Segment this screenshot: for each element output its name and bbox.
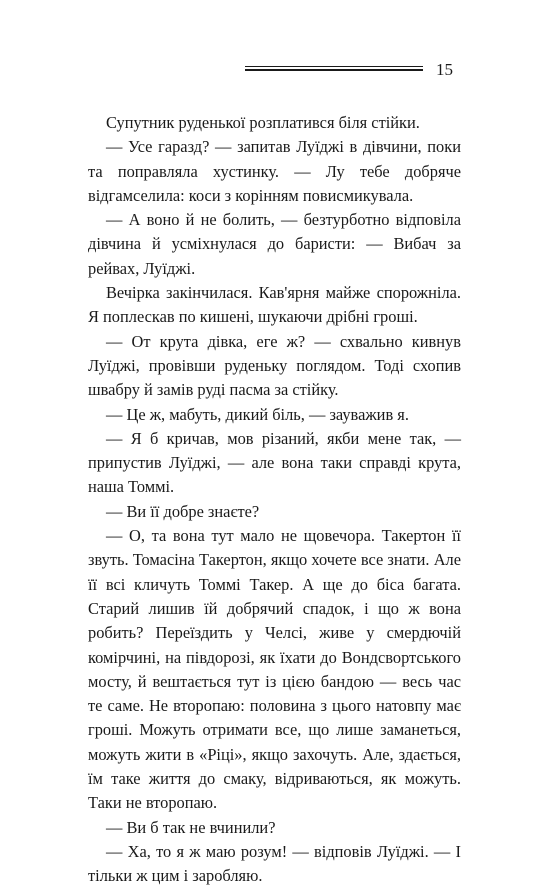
paragraph: — Ха, то я ж маю розум! — відповів Луїджі. — І тільки ж цим і заробляю. [88,841,461,886]
page-number: 15 [436,60,453,79]
paragraph: — Усе гаразд? — запитав Луїджі в дівчини, поки та поправляла хустинку. — Лу тебе добряче відгамселила: коси з корінням повисмикувала. [88,137,461,205]
paragraph: Супутник руденької розплатився біля стійки. [106,113,420,132]
body-text [88,111,461,889]
paragraph: — Ви б так не вчинили? [106,817,276,837]
header-rule-thick [245,69,423,71]
page-header [0,60,548,82]
paragraph: — Ви її добре знаєте? [106,501,260,521]
paragraph: — А воно й не болить, — безтурботно відповіла дівчина й усміхнулася до баристи: — Вибач за рейвах, Луїджі. [88,210,461,278]
paragraph: — Це ж, мабуть, дикий біль, — зауважив я. [106,404,409,424]
paragraph: — Я б кричав, мов різаний, якби мене так, — припустив Луїджі, — але вона таки справді крута, наша Томмі. [88,428,461,497]
header-rule-thin [245,66,423,67]
paragraph: — От крута дівка, еге ж? — схвально кивнув Луїджі, провівши руденьку поглядом. Тоді схопив швабру й замів руді пасма за стійку. [88,331,461,400]
paragraph: Вечірка закінчилася. Кав'ярня майже спорожніла. Я поплескав по кишені, шукаючи дрібні гроші. [88,283,461,327]
paragraph: — О, та вона тут мало не щовечора. Такертон її звуть. Томасіна Такертон, якщо хочете все знати. Але її всі кличуть Томмі Такер. А ще до біса багата. Старий лишив їй добрячий спадок, і що ж вона робить? Переїздить у Челсі, живе у смердючій комірчині, на півдорозі, як їхати до Вондсвортського мосту, й вештається тут із цією бандою — весь час те саме. Не второпаю: половина з цього натовпу має гроші. Можуть отримати все, що лише заманеться, можуть жити в «Ріці», якщо захочуть. Але, здається, їм таке життя до смаку, відриваються, як можуть. Таки не второпаю. [88,526,461,813]
